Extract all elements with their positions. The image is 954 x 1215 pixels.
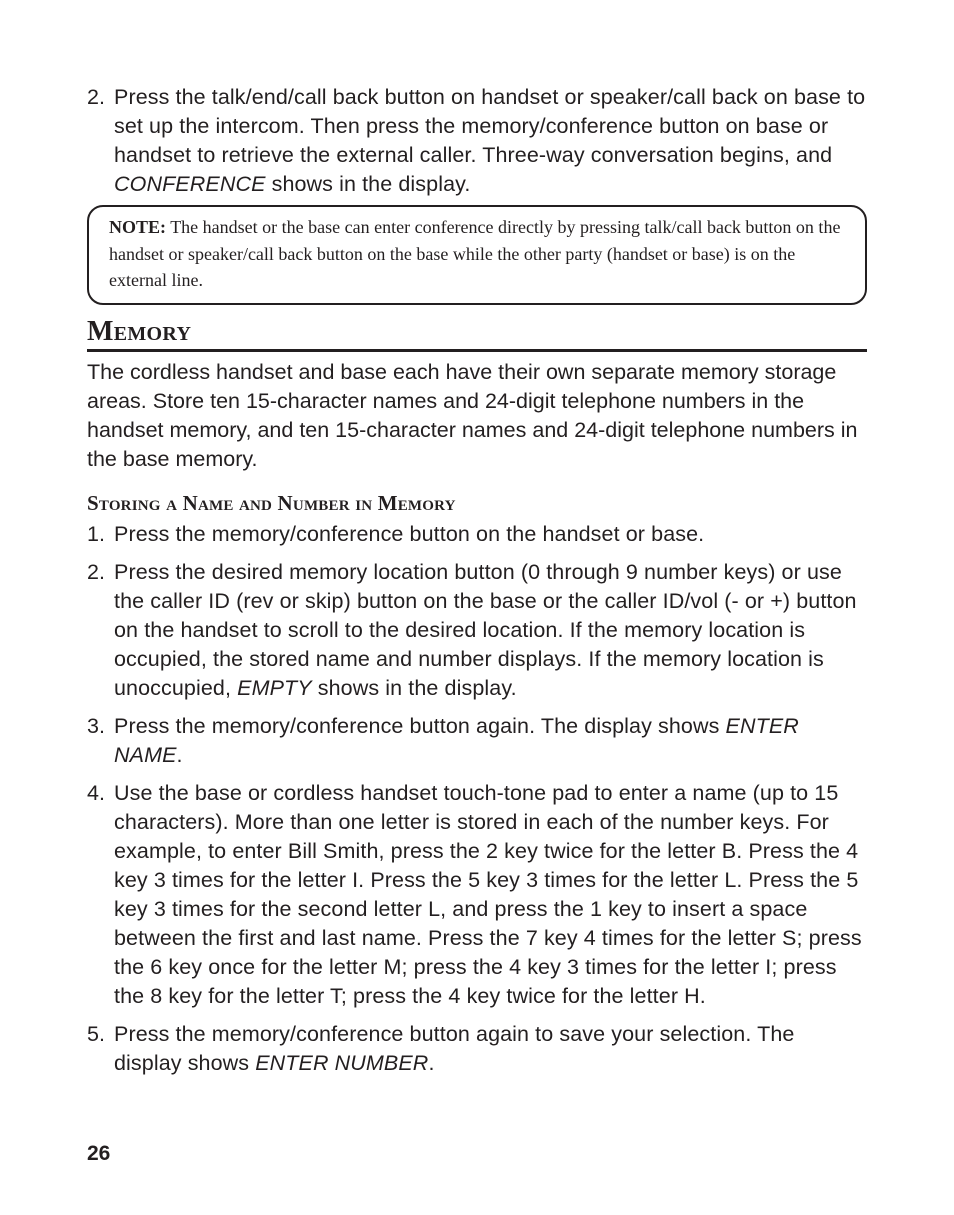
step-text: Use the base or cordless handset touch-tone pad to enter a name (up to 15 characters). More than one letter is stored in each of the number keys. For example, to enter Bill Smith, press the 2 key twice for the letter B. Press the 4 key 3 times for the letter I. Press the 5 key 3 times for the letter L. Press the 5 key 3 times for the second letter L, and press the 1 key to insert a space between the first and last name. Press the 7 key 4 times for the letter S; press the 6 key once for the letter M; press the 4 key 3 times for the letter I; press the 8 key for the letter T; press the 4 key twice for the letter H. [114,780,862,1008]
manual-page [87,83,867,1078]
step-italic-text: CONFERENCE [114,172,266,196]
step-text-end: shows in the display. [265,172,471,196]
memory-heading: Memory [87,317,867,352]
step-number: 3. [87,713,106,738]
list-item [87,558,867,703]
step-text: Press the talk/end/call back button on handset or speaker/call back on base to set up the intercom. Then press the memory/conference button on base or handset to retrieve the external caller. Three-way conversation begins, and [114,85,866,167]
steps-list [87,520,867,1078]
intercom-step [87,83,867,199]
step-italic-text: ENTER NAME [114,713,799,767]
step-text-end: . [428,1050,435,1075]
memory-paragraph: The cordless handset and base each have their own separate memory storage areas. Store ten 15-character names and 24-digit telephone numbers in the handset memory, and ten 15-character names and 24-digit telephone numbers in the base memory. [87,359,858,471]
list-item [87,712,867,770]
step-text-end: . [176,742,183,767]
step-text: Press the memory/conference button on the handset or base. [114,521,705,546]
step-italic-text: EMPTY [237,675,312,700]
note-label: NOTE: [109,217,167,237]
step-text: Press the memory/conference button again. The display shows [114,713,726,738]
list-item [87,1020,867,1078]
step-text: Press the desired memory location button (0 through 9 number keys) or use the caller ID (rev or skip) button on the base or the caller ID/vol (- or +) button on the handset to scroll to the desired location. If the memory location is occupied, the stored name and number displays. If the memory location is unoccupied, [114,559,857,700]
step-number: 5. [87,1021,106,1046]
step-number: 2. [87,85,106,109]
note-box [87,205,867,305]
list-item [87,779,867,1011]
step-italic-text: ENTER NUMBER [255,1050,429,1075]
note-text: The handset or the base can enter conference directly by pressing talk/call back button on the handset or speaker/call back button on the base while the other party (handset or base) is on the external line. [109,217,841,290]
step-text: Press the memory/conference button again to save your selection. The display shows [114,1021,795,1075]
page-number: 26 [87,1142,111,1165]
step-number: 4. [87,780,106,805]
storing-heading: Storing a Name and Number in Memory [87,490,456,515]
list-item [87,520,867,549]
step-number: 2. [87,559,106,584]
step-text-end: shows in the display. [311,675,517,700]
step-number: 1. [87,521,106,546]
